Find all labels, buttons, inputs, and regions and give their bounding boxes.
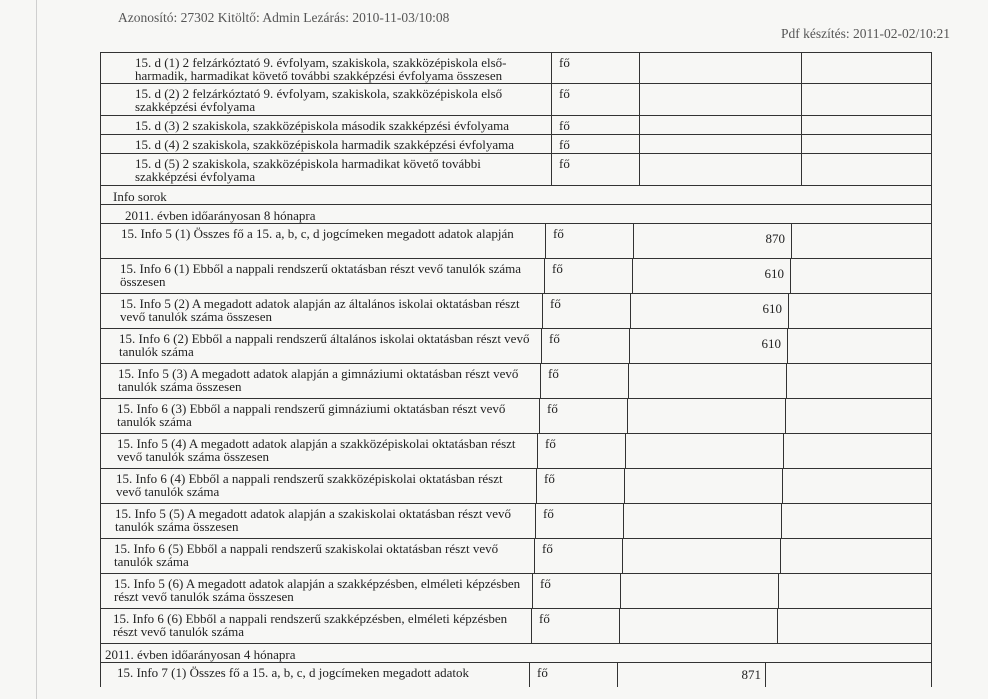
- column-divider: [542, 294, 543, 328]
- period-title: 2011. évben időarányosan 8 hónapra: [125, 208, 316, 223]
- row-unit: fő: [559, 156, 570, 171]
- row-unit: fő: [545, 436, 556, 451]
- column-divider: [551, 84, 552, 115]
- row-unit: fő: [544, 471, 555, 486]
- column-divider: [781, 504, 782, 538]
- column-divider: [777, 609, 778, 643]
- form-table: [100, 52, 932, 687]
- column-divider: [801, 135, 802, 153]
- row-unit: fő: [559, 86, 570, 101]
- row-unit: fő: [553, 226, 564, 241]
- column-divider: [791, 224, 792, 258]
- column-divider: [801, 154, 802, 185]
- row-unit: fő: [549, 331, 560, 346]
- row-description: 15. Info 6 (1) Ebből a nappali rendszerű oktatásban részt vevő tanulók száma összesen: [120, 261, 522, 289]
- row-description: 15. d (3) 2 szakiskola, szakközépiskola második szakképzési évfolyama: [135, 118, 509, 133]
- column-divider: [639, 116, 640, 134]
- row-unit: fő: [552, 261, 563, 276]
- row-description: 15. Info 5 (1) Összes fő a 15. a, b, c, d jogcímeken megadott adatok alapján: [121, 226, 514, 241]
- row-unit: fő: [540, 576, 551, 591]
- column-divider: [786, 364, 787, 398]
- row-description: 15. Info 6 (3) Ebből a nappali rendszerű gimnáziumi oktatásban részt vevő tanulók száma: [117, 401, 506, 429]
- column-divider: [790, 259, 791, 293]
- column-divider: [532, 574, 533, 608]
- header-id-line: Azonosító: 27302 Kitöltő: Admin Lezárás: 2010-11-03/10:08: [118, 10, 450, 25]
- column-divider: [541, 329, 542, 363]
- column-divider: [639, 84, 640, 115]
- column-divider: [537, 434, 538, 468]
- column-divider: [531, 609, 532, 643]
- section-header: [100, 186, 932, 205]
- row-unit: fő: [559, 55, 570, 70]
- row-unit: fő: [559, 137, 570, 152]
- table-row: [100, 364, 932, 399]
- row-unit: fő: [548, 366, 559, 381]
- row-unit: fő: [539, 611, 550, 626]
- column-divider: [639, 154, 640, 185]
- column-divider: [619, 609, 620, 643]
- column-divider: [633, 224, 634, 258]
- table-row: [100, 434, 932, 469]
- row-description: 15. Info 5 (3) A megadott adatok alapján a gimnáziumi oktatásban részt vevő tanulók száma összesen: [118, 366, 519, 394]
- column-divider: [536, 469, 537, 503]
- row-description: 15. Info 6 (6) Ebből a nappali rendszerű szakképzésben, elméleti képzésben részt vevő tanulók száma: [113, 611, 508, 639]
- column-divider: [540, 364, 541, 398]
- table-row: [100, 116, 932, 135]
- row-value: 610: [764, 266, 784, 281]
- column-divider: [630, 294, 631, 328]
- column-divider: [629, 329, 630, 363]
- row-description: 15. Info 6 (2) Ebből a nappali rendszerű általános iskolai oktatásban részt vevő tanulók száma: [119, 331, 530, 359]
- page-edge: [36, 0, 37, 699]
- header-pdf-date: Pdf készítés: 2011-02-02/10:21: [781, 26, 950, 41]
- column-divider: [785, 399, 786, 433]
- column-divider: [620, 574, 621, 608]
- column-divider: [623, 504, 624, 538]
- row-description: 15. d (4) 2 szakiskola, szakközépiskola harmadik szakképzési évfolyama: [135, 137, 515, 152]
- table-row: [100, 294, 932, 329]
- period-title: 2011. évben időarányosan 4 hónapra: [105, 647, 296, 662]
- column-divider: [783, 434, 784, 468]
- column-divider: [544, 259, 545, 293]
- column-divider: [551, 116, 552, 134]
- period-header: [100, 205, 932, 224]
- column-divider: [545, 224, 546, 258]
- row-unit: fő: [543, 506, 554, 521]
- row-unit: fő: [559, 118, 570, 133]
- table-row: [100, 52, 932, 84]
- row-unit: fő: [547, 401, 558, 416]
- row-description: 15. Info 6 (4) Ebből a nappali rendszerű szakközépiskolai oktatásban részt vevő tanulók száma: [116, 471, 503, 499]
- column-divider: [539, 399, 540, 433]
- row-description: 15. Info 5 (2) A megadott adatok alapján az általános iskolai oktatásban részt vevő tanulók száma összesen: [120, 296, 520, 324]
- column-divider: [801, 53, 802, 83]
- column-divider: [780, 539, 781, 573]
- table-row: [100, 399, 932, 434]
- row-description: 15. Info 7 (1) Összes fő a 15. a, b, c, d jogcímeken megadott adatok: [117, 665, 469, 680]
- section-title: Info sorok: [113, 189, 167, 204]
- table-row: [100, 135, 932, 154]
- table-row: [100, 469, 932, 504]
- column-divider: [632, 259, 633, 293]
- column-divider: [639, 53, 640, 83]
- column-divider: [778, 574, 779, 608]
- column-divider: [529, 663, 530, 687]
- column-divider: [622, 539, 623, 573]
- column-divider: [551, 53, 552, 83]
- row-description: 15. Info 5 (4) A megadott adatok alapján a szakközépiskolai oktatásban részt vevő tanulók száma összesen: [117, 436, 516, 464]
- column-divider: [624, 469, 625, 503]
- row-unit: fő: [542, 541, 553, 556]
- row-description: 15. d (5) 2 szakiskola, szakközépiskola harmadikat követő további szakképzési évfolyama: [135, 156, 481, 184]
- table-row: [100, 84, 932, 116]
- table-row: [100, 154, 932, 186]
- column-divider: [765, 663, 766, 687]
- row-description: 15. d (1) 2 felzárkóztató 9. évfolyam, szakiskola, szakközépiskola első-harmadik, harmadikat követő további szakképzési évfolyama összesen: [135, 55, 507, 83]
- column-divider: [787, 329, 788, 363]
- row-description: 15. Info 5 (6) A megadott adatok alapján a szakképzésben, elméleti képzésben részt vevő tanulók száma összesen: [114, 576, 521, 604]
- column-divider: [628, 364, 629, 398]
- table-row: [100, 609, 932, 644]
- row-description: 15. Info 5 (5) A megadott adatok alapján a szakiskolai oktatásban részt vevő tanulók száma összesen: [115, 506, 512, 534]
- table-row: [100, 329, 932, 364]
- column-divider: [801, 84, 802, 115]
- table-row: [100, 224, 932, 259]
- page-header: [118, 8, 950, 48]
- table-row: [100, 504, 932, 539]
- column-divider: [801, 116, 802, 134]
- column-divider: [627, 399, 628, 433]
- row-value: 610: [761, 336, 781, 351]
- table-row: [100, 663, 932, 687]
- column-divider: [551, 135, 552, 153]
- row-value: 610: [762, 301, 782, 316]
- row-unit: fő: [537, 665, 548, 680]
- row-value: 871: [741, 667, 761, 682]
- column-divider: [551, 154, 552, 185]
- row-description: 15. Info 6 (5) Ebből a nappali rendszerű szakiskolai oktatásban részt vevő tanulók száma: [114, 541, 499, 569]
- row-description: 15. d (2) 2 felzárkóztató 9. évfolyam, szakiskola, szakközépiskola első szakképzési évfolyama: [135, 86, 503, 114]
- row-unit: fő: [550, 296, 561, 311]
- column-divider: [625, 434, 626, 468]
- table-row: [100, 539, 932, 574]
- table-row: [100, 574, 932, 609]
- column-divider: [639, 135, 640, 153]
- column-divider: [535, 504, 536, 538]
- row-value: 870: [765, 231, 785, 246]
- table-row: [100, 259, 932, 294]
- column-divider: [534, 539, 535, 573]
- column-divider: [782, 469, 783, 503]
- column-divider: [788, 294, 789, 328]
- column-divider: [617, 663, 618, 687]
- period-header: [100, 644, 932, 663]
